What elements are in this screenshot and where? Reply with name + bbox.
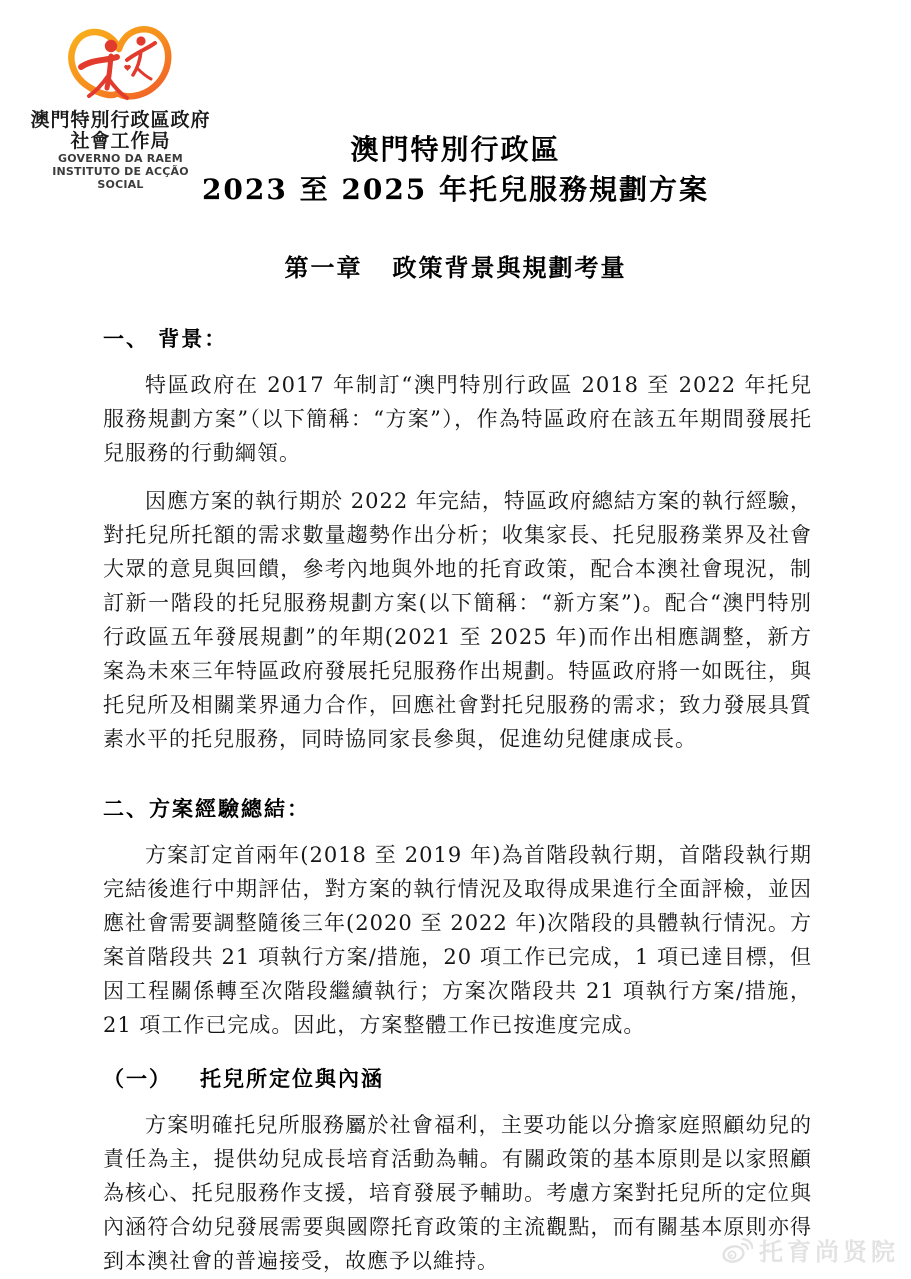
section-1-paragraph-1: 特區政府在 2017 年制訂“澳門特別行政區 2018 至 2022 年托兒服務規劃方案”（以下簡稱：“方案”），作為特區政府在該五年期間發展托兒服務的行動綱領。 [103,373,812,465]
section-1-heading: 一、 背景： [103,326,228,351]
subsection-1-heading [103,1064,812,1094]
section-2-heading: 二、方案經驗總結： [103,796,310,821]
document-title-line1: 澳門特別行政區 [350,133,561,166]
org-name-portuguese-line2: INSTITUTO DE ACÇÃO SOCIAL [52,165,189,191]
document-body [103,324,812,1278]
ias-heart-logo-icon [60,16,182,108]
section-2-paragraph-1: 方案訂定首兩年(2018 至 2019 年)為首階段執行期，首階段執行期完結後進行中期評估，對方案的執行情況及取得成果進行全面評檢，並因應社會需要調整隨後三年(2020 至 2022 年)次階段的具體執行情況。方案首階段共 21 項執行方案/措施，20 項工作已完成，1 項已達目標，但因工程關係轉至次階段繼續執行；方案次階段共 21 項執行方案/措施，21 項工作已完成。因此，方案整體工作已按進度完成。 [103,843,812,1037]
subsection-1-paragraph-1: 方案明確托兒所服務屬於社會福利，主要功能以分擔家庭照顧幼兒的責任為主，提供幼兒成長培育活動為輔。有關政策的基本原則是以家照顧為核心、托兒服務作支援，培育發展予輔助。考慮方案對托兒所的定位與內涵符合幼兒發展需要與國際托育政策的主流觀點，而有關基本原則亦得到本澳社會的普遍接受，故應予以維持。 [103,1113,812,1273]
org-name-portuguese-line1: GOVERNO DA RAEM [58,152,183,165]
watermark-text: 托育尚贤院 [759,1238,899,1266]
watermark [721,1232,899,1267]
section-1-paragraph-2: 因應方案的執行期於 2022 年完結，特區政府總結方案的執行經驗，對托兒所托額的需求數量趨勢作出分析；收集家長、托兒服務業界及社會大眾的意見與回饋，參考內地與外地的托育政策，配合本澳社會現況，制訂新一階段的托兒服務規劃方案(以下簡稱：“新方案”)。配合“澳門特別行政區五年發展規劃”的年期(2021 至 2025 年)而作出相應調整，新方案為未來三年特區政府發展托兒服務作出規劃。特區政府將一如既往，與托兒所及相關業界通力合作，回應社會對托兒服務的需求；致力發展具質素水平的托兒服務，同時協同家長參與，促進幼兒健康成長。 [103,489,812,751]
subsection-1-title: 托兒所定位與內涵 [200,1066,384,1091]
weibo-icon [721,1236,753,1264]
chapter-heading [0,252,911,284]
chapter-number: 第一章 [284,253,363,282]
subsection-1-number: （一） [103,1066,172,1091]
agency-logo-block [28,16,213,191]
org-name-chinese-line1: 澳門特別行政區政府 [30,109,211,131]
document-title-line2: 2023 至 2025 年托兒服務規劃方案 [201,173,710,206]
chapter-title: 政策背景與規劃考量 [392,253,627,282]
org-name-chinese-line2: 社會工作局 [70,130,171,152]
